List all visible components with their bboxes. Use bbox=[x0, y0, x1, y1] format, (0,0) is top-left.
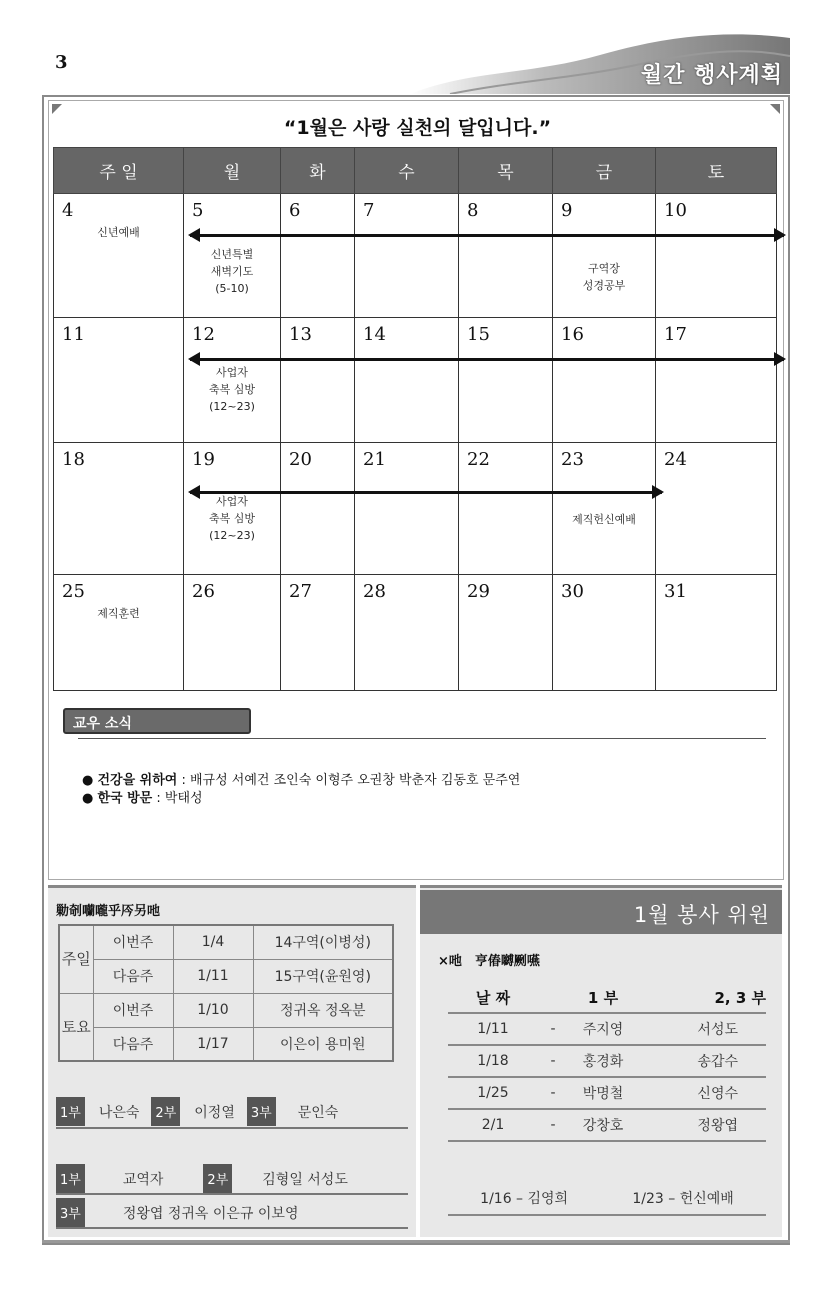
calendar-week bbox=[54, 194, 777, 318]
table-row bbox=[59, 1027, 393, 1061]
day-number: 11 bbox=[62, 324, 85, 345]
table-cell: 15구역(윤원영) bbox=[253, 959, 393, 993]
usher-table bbox=[58, 924, 394, 1062]
table-row bbox=[448, 1078, 766, 1110]
news-label: 건강을 위하여 bbox=[97, 773, 178, 788]
table-cell: 박명철 bbox=[582, 1086, 624, 1102]
table-cell: 1/17 bbox=[173, 1027, 253, 1061]
table-row bbox=[59, 993, 393, 1027]
day-number: 19 bbox=[192, 449, 215, 470]
column-header: 2, 3 부 bbox=[714, 988, 766, 1007]
day-number: 14 bbox=[363, 324, 386, 345]
divider bbox=[56, 1127, 408, 1129]
table-cell: 송갑수 bbox=[697, 1054, 738, 1070]
calendar-day bbox=[281, 443, 355, 575]
day-number: 26 bbox=[192, 581, 215, 602]
table-row bbox=[59, 925, 393, 959]
table-cell: 홍경화 bbox=[582, 1054, 624, 1070]
table-cell: 신영수 bbox=[697, 1086, 738, 1102]
weekday-header: 화 bbox=[281, 148, 355, 194]
event-line: 축복 심방 bbox=[208, 383, 255, 396]
monthly-motto: “1월은 사랑 실천의 달입니다.” bbox=[283, 117, 552, 139]
day-number: 30 bbox=[561, 581, 584, 602]
table-cell: 이번주 bbox=[93, 993, 173, 1027]
calendar-day bbox=[656, 318, 777, 443]
calendar-day bbox=[553, 575, 656, 691]
bottom-rule bbox=[42, 1240, 790, 1243]
calendar-day bbox=[656, 443, 777, 575]
calendar-day bbox=[184, 194, 281, 318]
day-number: 12 bbox=[192, 324, 215, 345]
calendar-day bbox=[656, 575, 777, 691]
table-cell: 1/10 bbox=[173, 993, 253, 1027]
role-name: 교역자 bbox=[122, 1171, 164, 1188]
table-cell: - bbox=[550, 1053, 556, 1069]
divider bbox=[56, 1227, 408, 1229]
calendar-day bbox=[281, 194, 355, 318]
weekday-header: 월 bbox=[184, 148, 281, 194]
news-text: : 배규성 서예건 조인숙 이형주 오권창 박춘자 김동호 문주연 bbox=[177, 773, 521, 788]
divider bbox=[56, 1193, 408, 1195]
weekday-header: 목 bbox=[459, 148, 553, 194]
table-cell: 1/11 bbox=[477, 1021, 509, 1037]
volunteer-table bbox=[448, 982, 766, 1142]
table-cell: 이은이 용미원 bbox=[253, 1027, 393, 1061]
weekday-header: 수 bbox=[355, 148, 459, 194]
event-line: 성경공부 bbox=[582, 279, 626, 292]
day-number: 18 bbox=[62, 449, 85, 470]
calendar-day bbox=[281, 575, 355, 691]
role-name: 나은숙 bbox=[98, 1104, 140, 1121]
footnote-item: 1/16 – 김영희 bbox=[480, 1191, 569, 1207]
table-cell: 서성도 bbox=[697, 1022, 738, 1038]
calendar-week bbox=[54, 318, 777, 443]
calendar-day bbox=[184, 318, 281, 443]
footnote-item: 1/23 – 헌신예배 bbox=[632, 1191, 734, 1207]
day-number: 17 bbox=[664, 324, 687, 345]
event-line: (5-10) bbox=[215, 282, 249, 295]
service-roles-row bbox=[56, 1097, 338, 1126]
event-line: 사업자 bbox=[216, 366, 248, 379]
weekday-header: 토 bbox=[656, 148, 777, 194]
day-number: 10 bbox=[664, 200, 687, 221]
calendar-day bbox=[553, 194, 656, 318]
table-cell: 강창호 bbox=[582, 1118, 624, 1134]
news-item: ● 건강을 위하여 : 배규성 서예건 조인숙 이형주 오권창 박춘자 김동호 문주연 bbox=[82, 773, 521, 788]
table-cell: 1/4 bbox=[173, 925, 253, 959]
table-cell: - bbox=[550, 1021, 556, 1037]
day-number: 9 bbox=[561, 200, 573, 221]
news-item: ● 한국 방문 : 박태성 bbox=[82, 791, 203, 806]
day-number: 4 bbox=[62, 200, 74, 221]
role-name: 문인숙 bbox=[297, 1104, 339, 1121]
event-line: 신년특별 bbox=[210, 248, 254, 261]
volunteer-panel-title: 1월 봉사 위원 bbox=[420, 890, 782, 934]
calendar-day bbox=[184, 443, 281, 575]
event-label bbox=[553, 260, 655, 294]
service-badge: 2부 bbox=[151, 1097, 180, 1126]
event-label bbox=[184, 493, 280, 544]
usher-panel-title: 勦剞囒嚨乎㕂另吔 bbox=[56, 904, 161, 919]
day-number: 8 bbox=[467, 200, 479, 221]
day-number: 7 bbox=[363, 200, 375, 221]
day-number: 20 bbox=[289, 449, 312, 470]
table-cell: 1/25 bbox=[477, 1085, 509, 1101]
table-row bbox=[59, 959, 393, 993]
weekday-header: 주 일 bbox=[54, 148, 184, 194]
table-cell: 정왕엽 bbox=[697, 1118, 738, 1134]
calendar-day bbox=[54, 575, 184, 691]
table-row bbox=[448, 1046, 766, 1078]
event-line: 사업자 bbox=[216, 495, 248, 508]
day-number: 25 bbox=[62, 581, 85, 602]
service-badge: 1부 bbox=[56, 1097, 85, 1126]
calendar-day bbox=[355, 443, 459, 575]
table-header-row bbox=[448, 982, 766, 1014]
divider bbox=[78, 738, 766, 739]
role-name: 정왕엽 정귀옥 이은규 이보영 bbox=[122, 1205, 299, 1222]
monthly-calendar bbox=[53, 147, 777, 691]
usher-group-label: 주일 bbox=[59, 925, 93, 993]
day-number: 28 bbox=[363, 581, 386, 602]
event-line: 새벽기도 bbox=[210, 265, 254, 278]
table-row bbox=[448, 1110, 766, 1142]
table-cell: 다음주 bbox=[93, 959, 173, 993]
table-cell: - bbox=[550, 1117, 556, 1133]
calendar-day bbox=[459, 194, 553, 318]
usher-group-label: 토요 bbox=[59, 993, 93, 1061]
service-roles-row bbox=[56, 1164, 348, 1193]
calendar-day bbox=[184, 575, 281, 691]
news-list bbox=[82, 772, 520, 808]
event-line: 축복 심방 bbox=[208, 512, 255, 525]
news-section-tab: 교우 소식 bbox=[63, 708, 251, 734]
calendar-day bbox=[54, 194, 184, 318]
calendar-day bbox=[656, 194, 777, 318]
calendar-day bbox=[355, 194, 459, 318]
volunteer-footnote bbox=[448, 1188, 766, 1216]
event-line: (12~23) bbox=[209, 529, 255, 542]
day-number: 5 bbox=[192, 200, 204, 221]
day-number: 23 bbox=[561, 449, 584, 470]
table-cell: 다음주 bbox=[93, 1027, 173, 1061]
table-cell: 주지영 bbox=[582, 1022, 624, 1038]
service-roles-row bbox=[56, 1198, 298, 1227]
calendar-day bbox=[459, 575, 553, 691]
calendar-week bbox=[54, 443, 777, 575]
event-label bbox=[184, 364, 280, 415]
calendar-day bbox=[54, 318, 184, 443]
calendar-day bbox=[281, 318, 355, 443]
calendar-day bbox=[553, 443, 656, 575]
volunteer-panel-subtitle: ×吔 亨偆嚩劂嚥 bbox=[438, 954, 540, 969]
news-label: 한국 방문 bbox=[97, 791, 153, 806]
day-number: 31 bbox=[664, 581, 687, 602]
day-number: 6 bbox=[289, 200, 301, 221]
role-name: 김형일 서성도 bbox=[262, 1171, 348, 1188]
service-badge: 2부 bbox=[203, 1164, 232, 1193]
calendar-day bbox=[459, 318, 553, 443]
day-number: 13 bbox=[289, 324, 312, 345]
day-number: 22 bbox=[467, 449, 490, 470]
day-number: 21 bbox=[363, 449, 386, 470]
table-cell: 이번주 bbox=[93, 925, 173, 959]
table-cell: - bbox=[550, 1085, 556, 1101]
event-label: 제직훈련 bbox=[97, 607, 140, 620]
day-number: 27 bbox=[289, 581, 312, 602]
day-number: 29 bbox=[467, 581, 490, 602]
table-cell: 정귀옥 정옥분 bbox=[253, 993, 393, 1027]
service-badge: 3부 bbox=[56, 1198, 85, 1227]
calendar-day bbox=[355, 318, 459, 443]
calendar-day bbox=[459, 443, 553, 575]
event-line: 구역장 bbox=[588, 262, 620, 275]
table-cell: 1/11 bbox=[173, 959, 253, 993]
service-badge: 1부 bbox=[56, 1164, 85, 1193]
table-cell: 14구역(이병성) bbox=[253, 925, 393, 959]
event-label: 신년예배 bbox=[97, 226, 140, 239]
column-header: 날 짜 bbox=[475, 988, 511, 1007]
header-title: 월간 행사계획 bbox=[640, 62, 783, 88]
calendar-day bbox=[553, 318, 656, 443]
role-name: 이정열 bbox=[194, 1104, 235, 1121]
calendar-week bbox=[54, 575, 777, 691]
service-badge: 3부 bbox=[247, 1097, 276, 1126]
table-row bbox=[448, 1014, 766, 1046]
column-header: 1 부 bbox=[587, 988, 619, 1007]
day-number: 16 bbox=[561, 324, 584, 345]
news-text: : 박태성 bbox=[152, 791, 203, 806]
event-label bbox=[184, 246, 280, 297]
table-cell: 1/18 bbox=[477, 1053, 509, 1069]
table-cell: 2/1 bbox=[481, 1117, 505, 1133]
day-number: 15 bbox=[467, 324, 490, 345]
weekday-header: 금 bbox=[553, 148, 656, 194]
calendar-day bbox=[54, 443, 184, 575]
day-number: 24 bbox=[664, 449, 687, 470]
event-line: (12~23) bbox=[209, 400, 255, 413]
weekday-header-row bbox=[54, 148, 777, 194]
event-label: 제직헌신예배 bbox=[572, 513, 636, 526]
calendar-day bbox=[355, 575, 459, 691]
page-number: 3 bbox=[55, 52, 68, 73]
